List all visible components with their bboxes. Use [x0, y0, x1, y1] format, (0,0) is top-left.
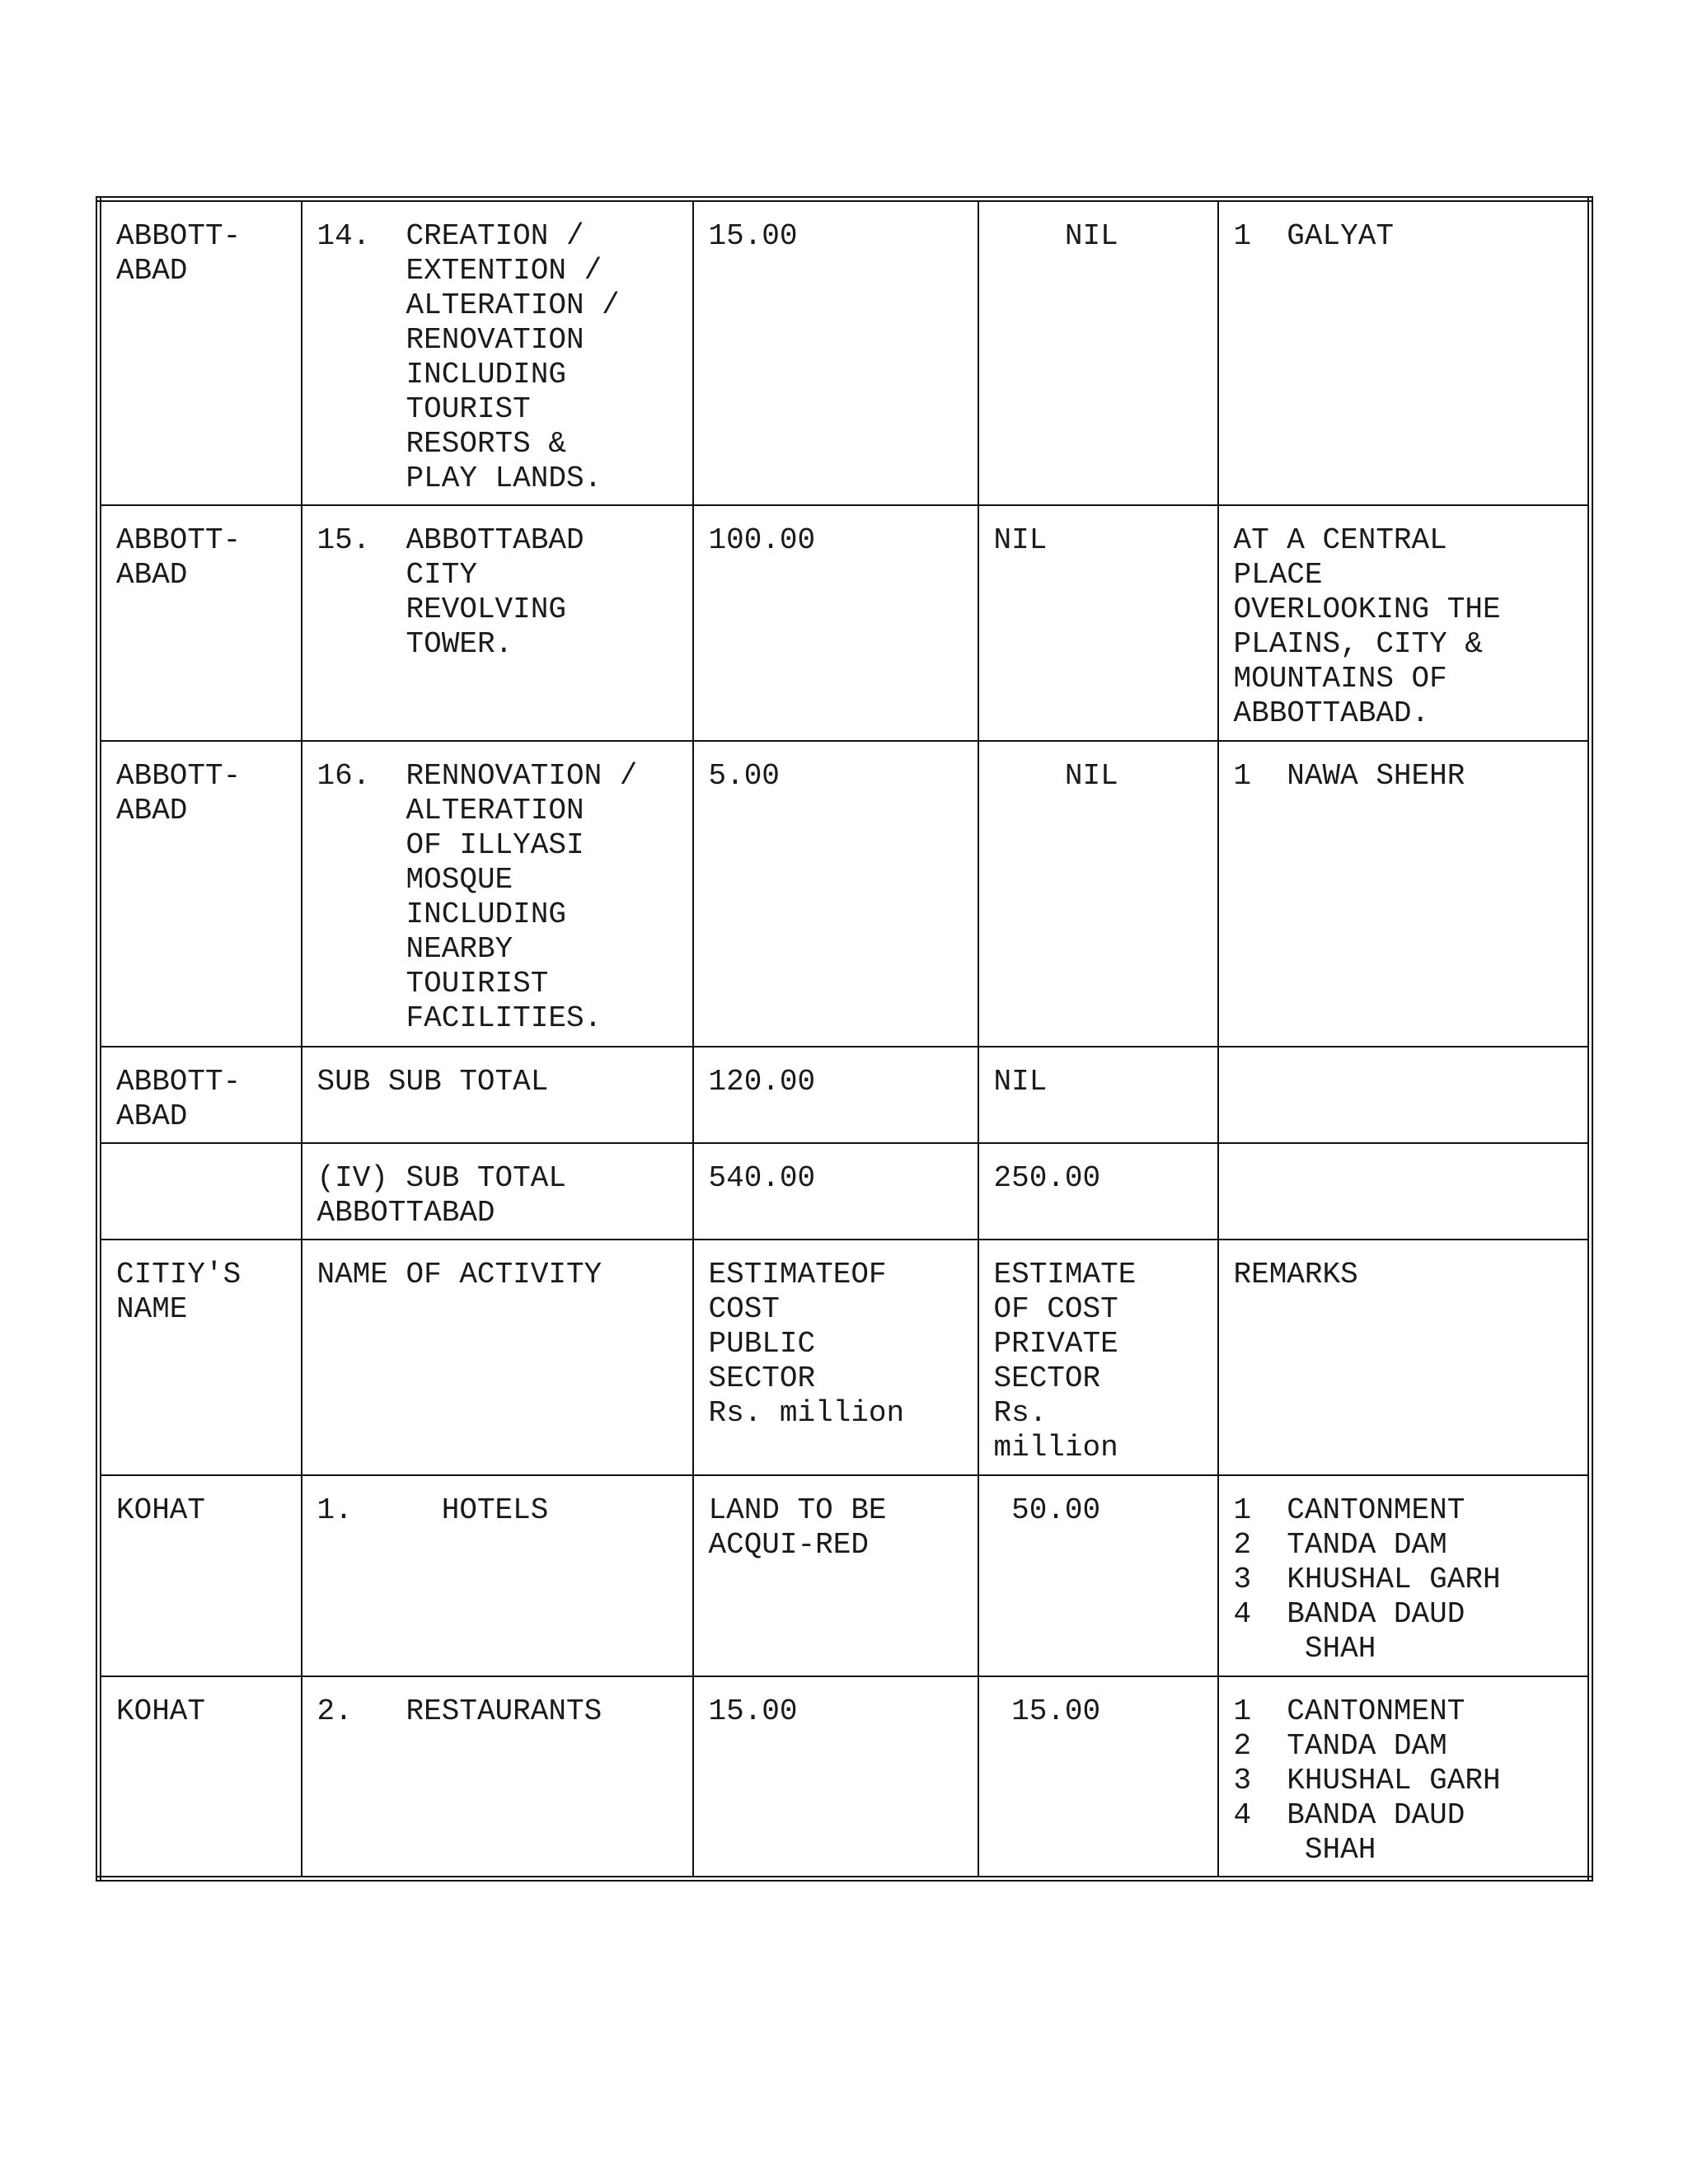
public-cost-cell: 15.00 — [693, 1676, 978, 1879]
item-number: 1. — [316, 1493, 353, 1527]
public-cost-cell: LAND TO BE ACQUI-RED — [693, 1475, 978, 1676]
activity-header-cell — [302, 1240, 693, 1475]
activity-header: NAME OF ACTIVITY — [316, 1258, 603, 1291]
city-cell: KOHAT — [99, 1676, 302, 1879]
city-cell: ABBOTT- ABAD — [99, 199, 302, 506]
private-cost-cell: NIL — [978, 741, 1218, 1047]
remarks-cell: 1 CANTONMENT 2 TANDA DAM 3 KHUSHAL GARH 4 BANDA DAUD SHAH — [1218, 1676, 1591, 1879]
public-cost-header-cell: ESTIMATEOF COST PUBLIC SECTOR Rs. million — [693, 1240, 978, 1475]
private-cost-cell: 250.00 — [978, 1143, 1218, 1240]
activity-cell — [302, 505, 693, 741]
public-cost-cell: 5.00 — [693, 741, 978, 1047]
table-row — [99, 741, 1591, 1047]
activity-name: HOTELS — [352, 1493, 549, 1527]
item-number: 2. — [316, 1694, 406, 1728]
activity-name: ABBOTTABAD CITY REVOLVING TOWER. — [406, 523, 584, 661]
activity-cell — [302, 1047, 693, 1143]
city-header-cell: CITIY'S NAME — [99, 1240, 302, 1475]
table-row — [99, 1047, 1591, 1143]
activity-cell — [302, 741, 693, 1047]
table-row — [99, 505, 1591, 741]
public-cost-cell: 100.00 — [693, 505, 978, 741]
public-cost-cell: 15.00 — [693, 199, 978, 506]
remarks-cell: 1 GALYAT — [1218, 199, 1591, 506]
activity-name: (IV) SUB TOTAL ABBOTTABAD — [316, 1161, 566, 1230]
city-cell: ABBOTT- ABAD — [99, 1047, 302, 1143]
activity-name: RESTAURANTS — [406, 1694, 603, 1728]
public-cost-cell: 540.00 — [693, 1143, 978, 1240]
item-number: 16. — [316, 759, 406, 793]
tourism-projects-table — [96, 196, 1593, 1882]
table-row — [99, 1676, 1591, 1879]
remarks-cell — [1218, 1047, 1591, 1143]
city-cell — [99, 1143, 302, 1240]
table-row — [99, 1143, 1591, 1240]
city-cell: KOHAT — [99, 1475, 302, 1676]
table-header-row — [99, 1240, 1591, 1475]
item-number: 15. — [316, 523, 406, 557]
remarks-cell: 1 NAWA SHEHR — [1218, 741, 1591, 1047]
activity-name: CREATION / EXTENTION / ALTERATION / RENOVATION INCLUDING TOURIST RESORTS & PLAY LANDS. — [406, 219, 620, 495]
remarks-header-cell: REMARKS — [1218, 1240, 1591, 1475]
private-cost-cell: NIL — [978, 505, 1218, 741]
city-cell: ABBOTT- ABAD — [99, 505, 302, 741]
table-row — [99, 1475, 1591, 1676]
city-cell: ABBOTT- ABAD — [99, 741, 302, 1047]
public-cost-cell: 120.00 — [693, 1047, 978, 1143]
private-cost-header-cell: ESTIMATE OF COST PRIVATE SECTOR Rs. million — [978, 1240, 1218, 1475]
remarks-cell: AT A CENTRAL PLACE OVERLOOKING THE PLAINS, CITY & MOUNTAINS OF ABBOTTABAD. — [1218, 505, 1591, 741]
activity-cell — [302, 199, 693, 506]
activity-name: RENNOVATION / ALTERATION OF ILLYASI MOSQUE INCLUDING NEARBY TOUIRIST FACILITIES. — [406, 759, 638, 1035]
activity-cell — [302, 1475, 693, 1676]
table-row — [99, 199, 1591, 506]
activity-name: SUB SUB TOTAL — [316, 1065, 549, 1099]
remarks-cell — [1218, 1143, 1591, 1240]
item-number: 14. — [316, 219, 406, 253]
activity-cell — [302, 1143, 693, 1240]
private-cost-cell: NIL — [978, 199, 1218, 506]
private-cost-cell: 15.00 — [978, 1676, 1218, 1879]
private-cost-cell: 50.00 — [978, 1475, 1218, 1676]
activity-cell — [302, 1676, 693, 1879]
remarks-cell: 1 CANTONMENT 2 TANDA DAM 3 KHUSHAL GARH 4 BANDA DAUD SHAH — [1218, 1475, 1591, 1676]
private-cost-cell: NIL — [978, 1047, 1218, 1143]
